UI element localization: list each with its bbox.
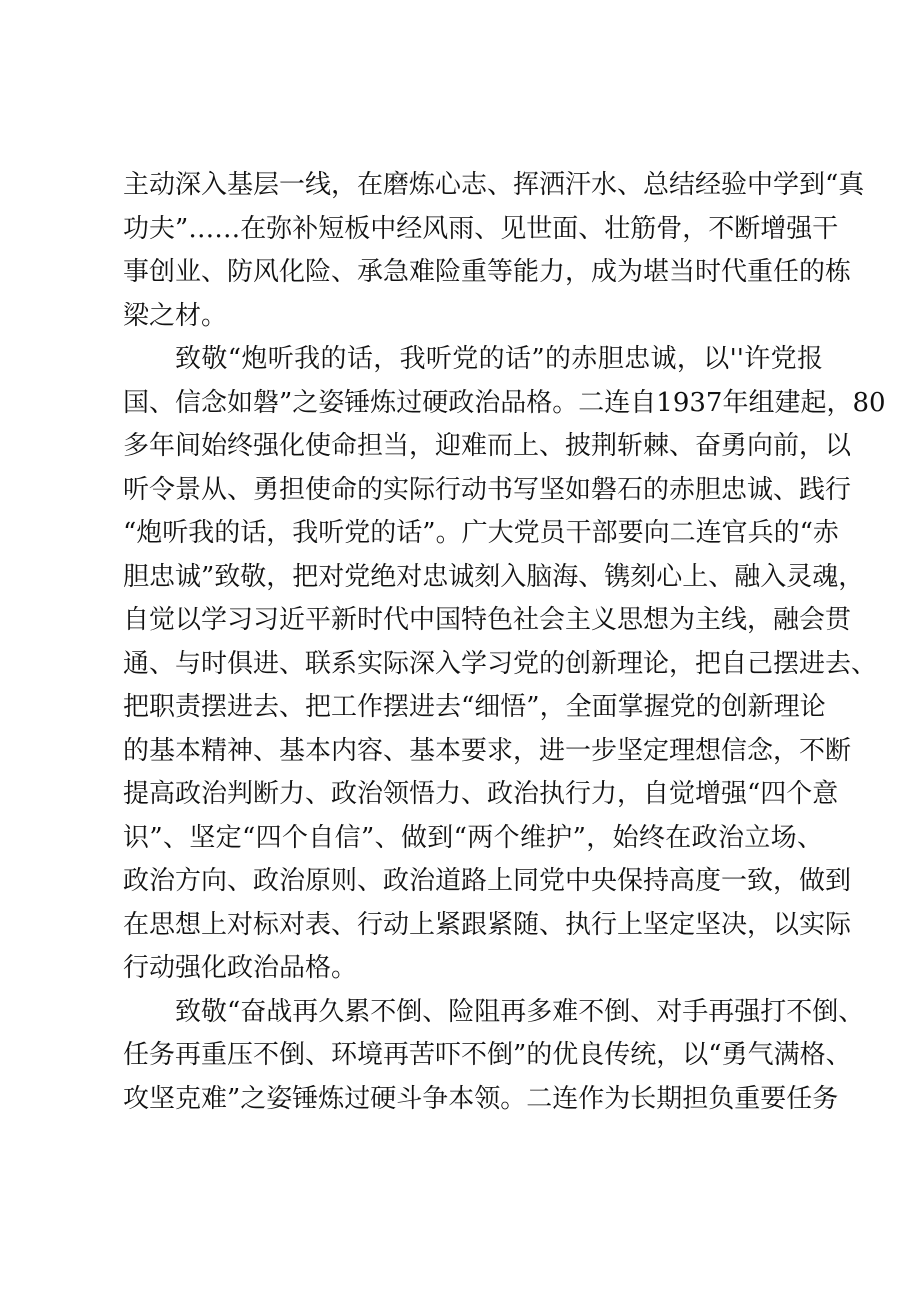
text-line: 国、信念如磐”之姿锤炼过硬政治品格。二连自1937年组建起，80 (123, 387, 886, 418)
text-line: 自觉以学习习近平新时代中国特色社会主义思想为主线，融会贯 (123, 605, 852, 635)
text-line: 胆忠诚”致敬，把对党绝对忠诚刻入脑海、镌刻心上、融入灵魂， (123, 561, 865, 592)
text-line: 多年间始终强化使命担当，迎难而上、披荆斩棘、奋勇向前，以 (123, 431, 852, 461)
text-line: 梁之材。 (123, 300, 228, 331)
text-line: 致敬“炮听我的话，我听党的话”的赤胆忠诚，以''许党报 (175, 344, 823, 374)
paragraph-3 (123, 991, 865, 1122)
text-line: 事创业、防风化险、承急难险重等能力，成为堪当时代重任的栋 (123, 257, 852, 287)
text-line: 主动深入基层一线，在磨炼心志、挥洒汗水、总结经验中学到“真 (123, 170, 865, 200)
text-line: 在思想上对标对表、行动上紧跟紧随、执行上坚定坚决，以实际 (123, 909, 852, 940)
text-line: “炮听我的话，我听党的话”。广大党员干部要向二连官兵的“赤 (123, 518, 839, 548)
document-body (123, 164, 886, 1121)
text-line: 功夫”……在弥补短板中经风雨、见世面、壮筋骨，不断增强干 (123, 213, 839, 244)
text-line: 的基本精神、基本内容、基本要求，进一步坚定理想信念，不断 (123, 735, 852, 766)
text-line: 攻坚克难”之姿锤炼过硬斗争本领。二连作为长期担负重要任务 (123, 1083, 839, 1114)
paragraph-1 (123, 164, 865, 338)
text-line: 通、与时俱进、联系实际深入学习党的创新理论，把自己摆进去、 (123, 648, 878, 679)
text-line: 提高政治判断力、政治领悟力、政治执行力，自觉增强“四个意 (123, 779, 839, 809)
text-line: 政治方向、政治原则、政治道路上同党中央保持高度一致，做到 (123, 866, 852, 896)
text-line: 听令景从、勇担使命的实际行动书写坚如磐石的赤胆忠诚、践行 (123, 474, 852, 505)
text-line: 致敬“奋战再久累不倒、险阻再多难不倒、对手再强打不倒、 (175, 996, 865, 1027)
text-line: 把职责摆进去、把工作摆进去“细悟”，全面掌握党的创新理论 (123, 692, 826, 722)
paragraph-2 (123, 338, 886, 991)
text-line: 任务再重压不倒、环境再苦吓不倒”的优良传统，以“勇气满格、 (123, 1040, 852, 1070)
text-line: 行动强化政治品格。 (123, 953, 358, 983)
text-line: 识”、坚定“四个自信”、做到“两个维护”，始终在政治立场、 (123, 822, 823, 853)
